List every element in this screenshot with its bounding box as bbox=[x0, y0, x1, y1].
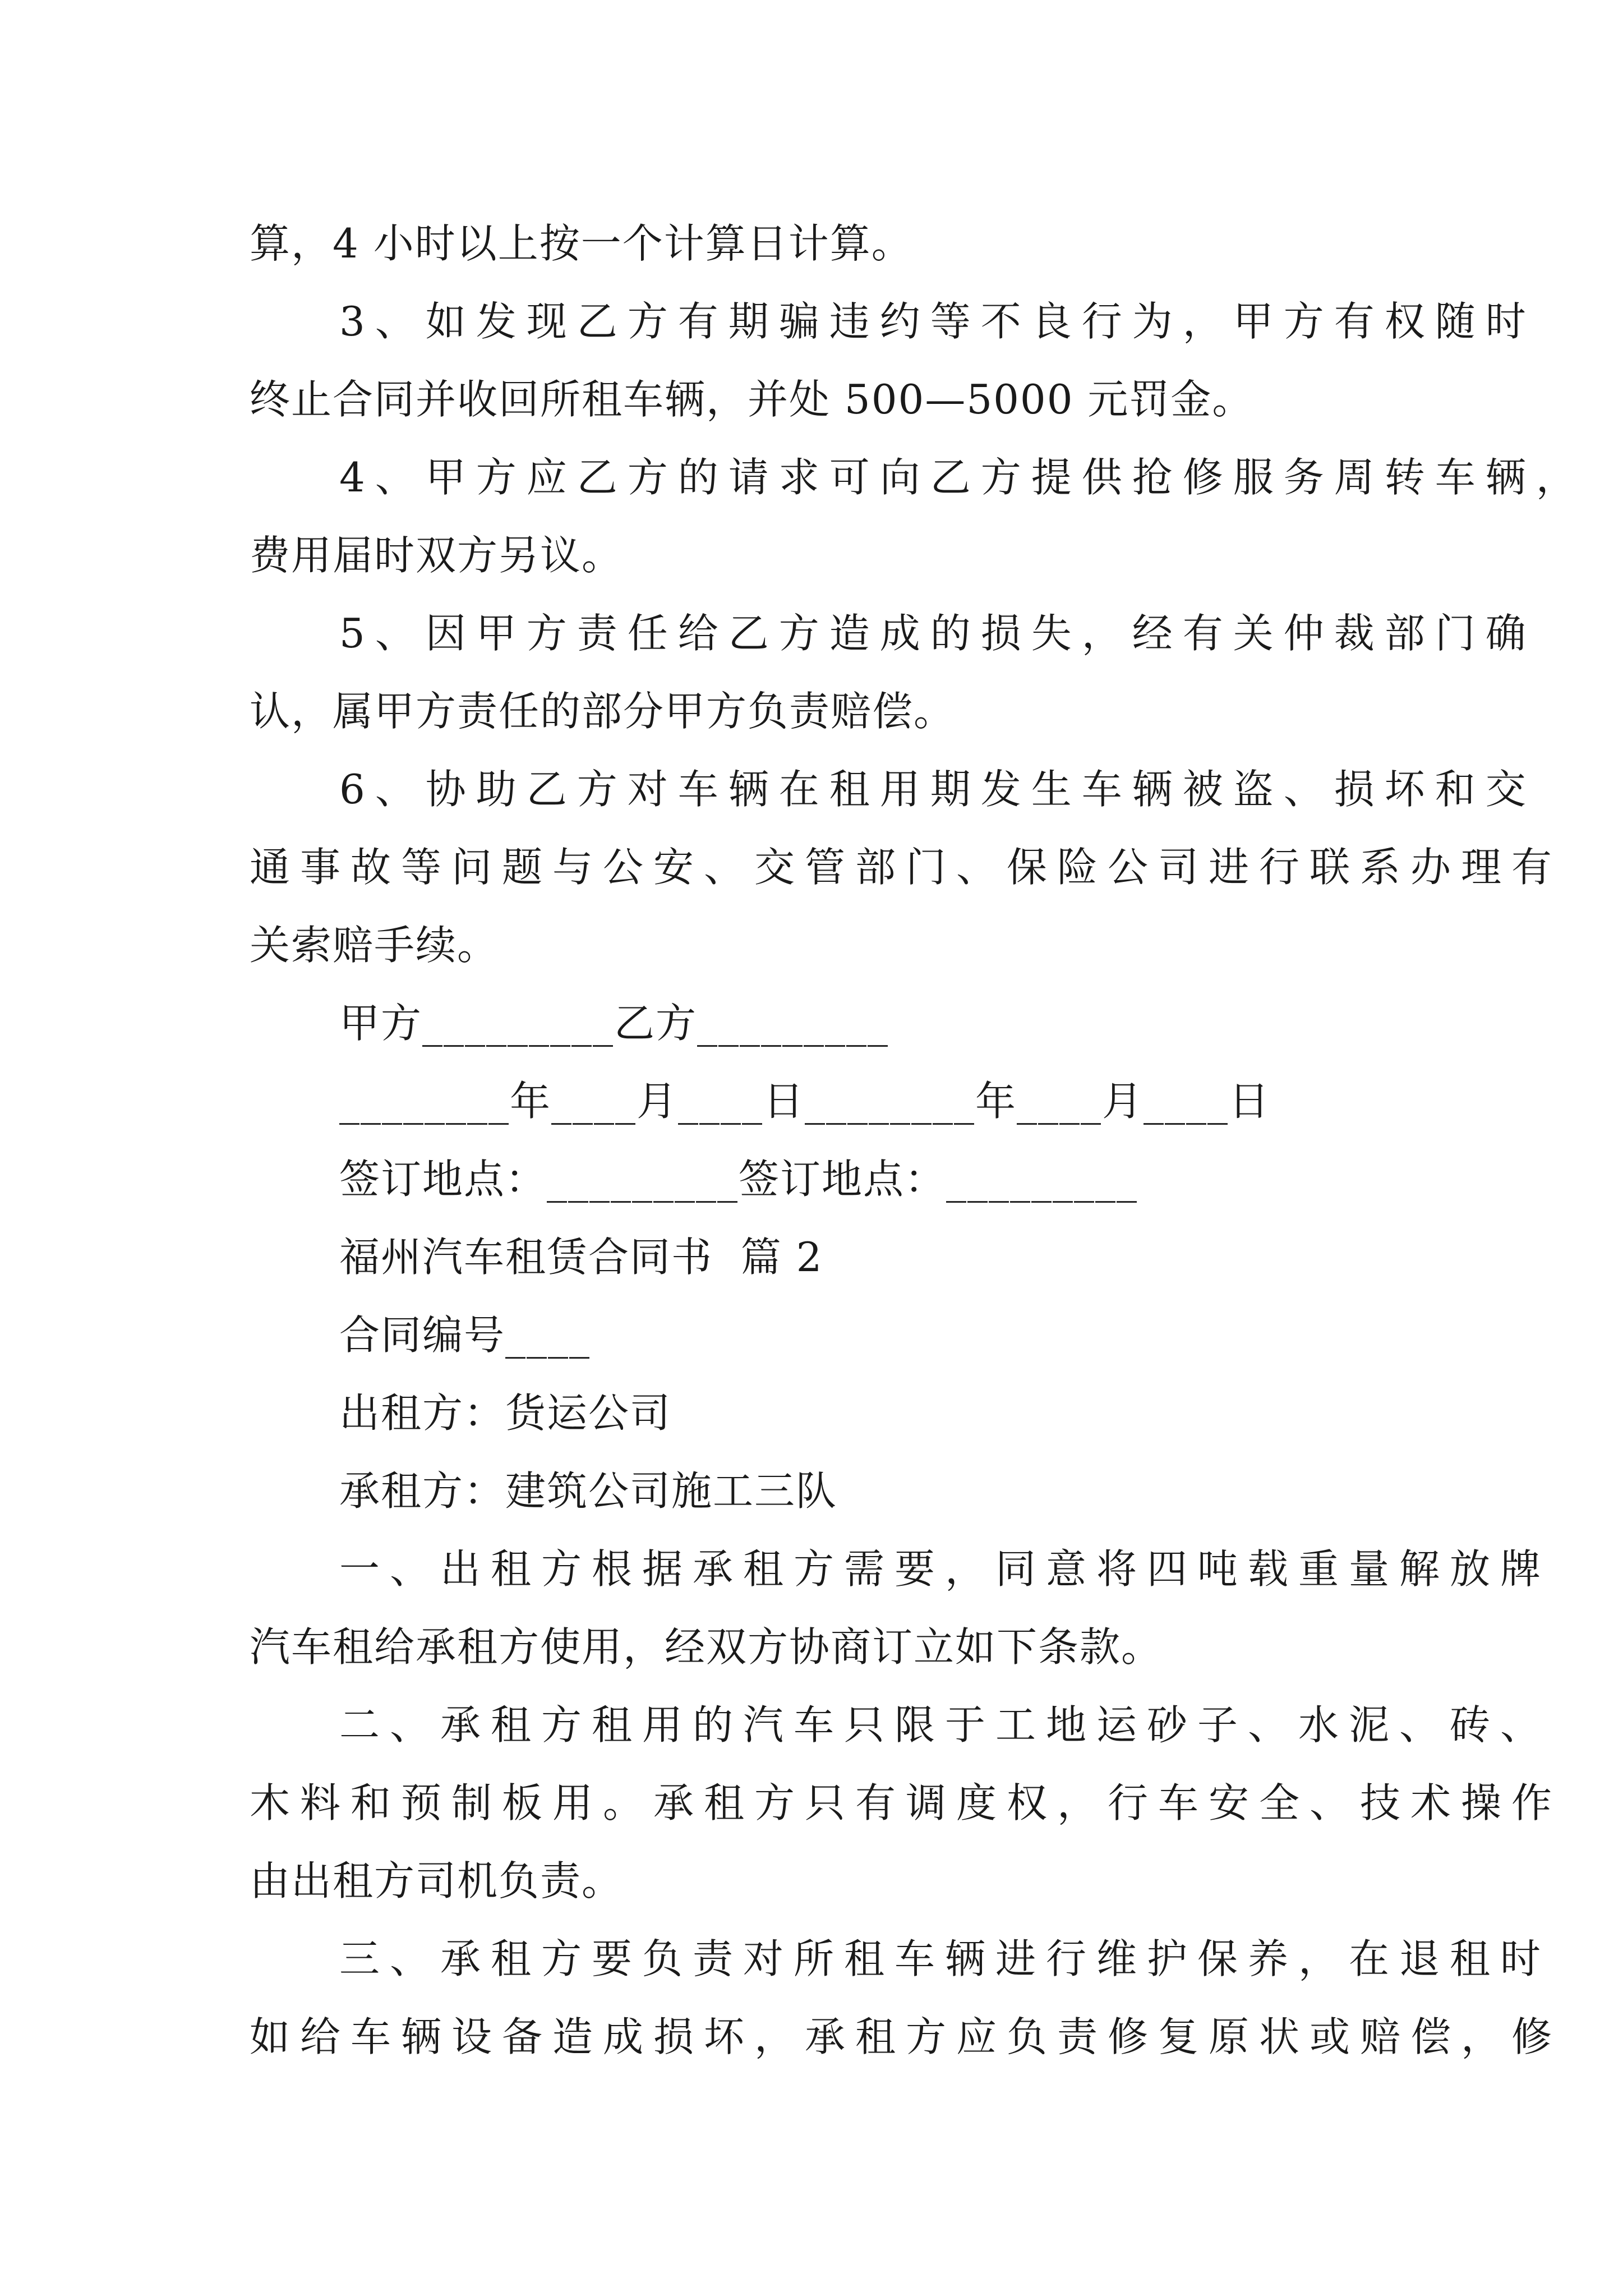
text-line: 通事故等问题与公安、交管部门、保险公司进行联系办理有 bbox=[250, 844, 1562, 891]
text-line: 4、甲方应乙方的请求可向乙方提供抢修服务周转车辆， bbox=[339, 454, 1587, 501]
text-line: 6、协助乙方对车辆在租用期发生车辆被盗、损坏和交 bbox=[339, 766, 1536, 813]
text-line: 三、承租方要负责对所租车辆进行维护保养，在退租时 bbox=[339, 1935, 1551, 1982]
text-line: 终止合同并收回所租车辆，并处 500—5000 元罚金。 bbox=[250, 376, 1254, 423]
text-line: 木料和预制板用。承租方只有调度权，行车安全、技术操作 bbox=[250, 1779, 1562, 1826]
text-line: 出租方：货运公司 bbox=[339, 1389, 672, 1437]
text-line: 关索赔手续。 bbox=[250, 922, 499, 969]
text-line: 如给车辆设备造成损坏，承租方应负责修复原状或赔偿，修 bbox=[250, 2013, 1562, 2060]
text-line: 5、因甲方责任给乙方造成的损失，经有关仲裁部门确 bbox=[339, 610, 1536, 657]
section-title: 福州汽车租赁合同书 篇 2 bbox=[339, 1234, 823, 1281]
text-line: 由出租方司机负责。 bbox=[250, 1857, 624, 1904]
text-line: 二、承租方租用的汽车只限于工地运砂子、水泥、砖、 bbox=[339, 1701, 1551, 1749]
text-line: 算，4 小时以上按一个计算日计算。 bbox=[250, 220, 913, 267]
date-line: ________年____月____日________年____月____日 bbox=[339, 1078, 1270, 1125]
text-line: 汽车租给承租方使用，经双方协商订立如下条款。 bbox=[250, 1623, 1163, 1671]
text-line: 认，属甲方责任的部分甲方负责赔偿。 bbox=[250, 688, 956, 735]
signature-line: 甲方_________乙方_________ bbox=[339, 1000, 889, 1047]
signing-place-line: 签订地点：_________签订地点：_________ bbox=[339, 1156, 1138, 1203]
text-line: 合同编号____ bbox=[339, 1312, 591, 1359]
text-line: 费用届时双方另议。 bbox=[250, 532, 624, 579]
text-line: 3、如发现乙方有期骗违约等不良行为，甲方有权随时 bbox=[339, 298, 1536, 345]
text-line: 承租方：建筑公司施工三队 bbox=[339, 1467, 838, 1515]
text-line: 一、出租方根据承租方需要，同意将四吨载重量解放牌 bbox=[339, 1545, 1551, 1593]
